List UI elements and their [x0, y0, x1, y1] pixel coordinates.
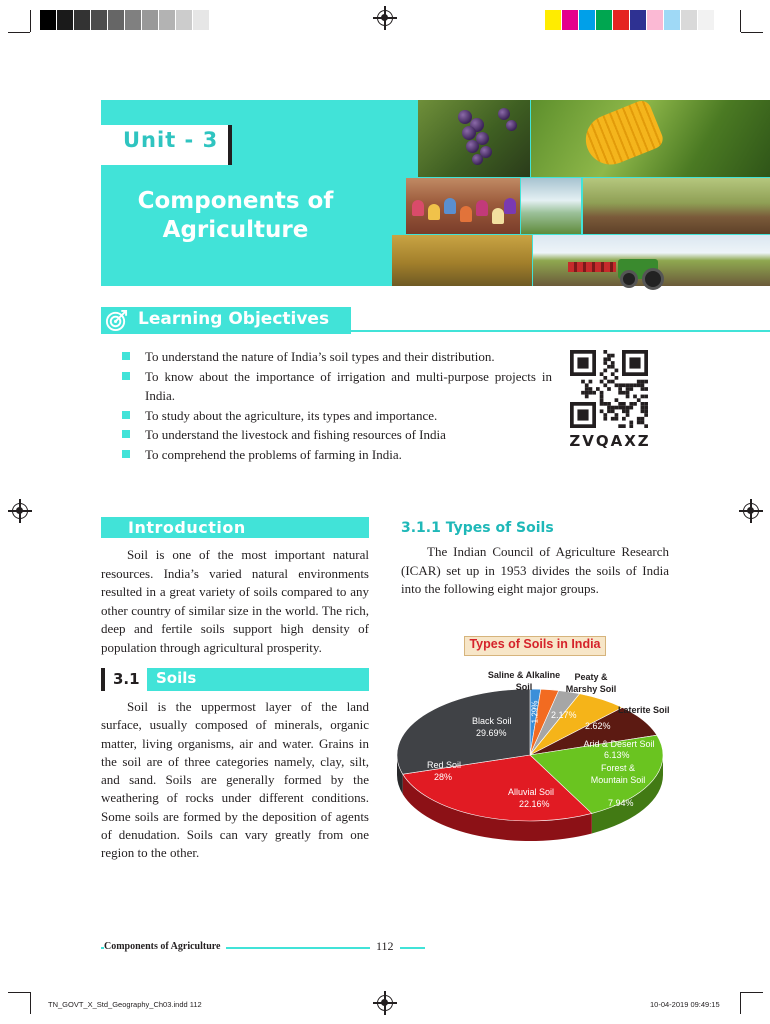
list-item: To understand the livestock and fishing resources of India: [122, 425, 552, 445]
crop-mark: [8, 32, 30, 33]
chart-label-arid: Arid & Desert Soil: [583, 739, 655, 749]
crop-mark: [8, 992, 30, 993]
crop-mark: [740, 992, 741, 1014]
learning-objectives-rule: [351, 330, 770, 332]
qr-code-image[interactable]: [564, 350, 654, 428]
chart-value-laterite: 2.62%: [585, 721, 611, 731]
running-title: Components of Agriculture: [104, 941, 226, 952]
soils-paragraph: Soil is the uppermost layer of the land surface, usually composed of minerals, organic matter, living organisms, air and water. Grains in the soil are of three categories namely, clay, silt, and sand. Soils are generally formed by the weathering of rocks under different conditions. Some soils are formed by the deposition of agents of denudation. Soils can vary greatly from one region to the other.: [101, 699, 369, 861]
print-color-bar-left: [40, 10, 210, 30]
introduction-title: Introduction: [128, 518, 246, 537]
unit-label: Unit - 3: [123, 128, 219, 152]
crop-mark: [30, 10, 31, 32]
photo-sprinkler: [521, 178, 581, 234]
registration-mark-bottom: [377, 995, 393, 1011]
chart-value-saline: 1.29%: [530, 700, 540, 724]
section-number: 3.1: [101, 668, 145, 691]
chart-label-alluvial: Alluvial Soil: [508, 787, 555, 797]
chapter-title: Components of Agriculture: [137, 188, 334, 243]
print-color-bar-right: [545, 10, 715, 30]
chart-value-black: 29.69%: [476, 728, 507, 738]
tractor-wheel: [620, 270, 638, 288]
chart-value-alluvial: 22.16%: [519, 799, 550, 809]
chart-value-peaty: 2.17%: [551, 710, 577, 720]
crop-mark: [741, 992, 763, 993]
section-title: Soils: [156, 669, 197, 687]
registration-mark-left: [12, 503, 28, 519]
photo-ox-ploughing: [583, 178, 770, 234]
registration-mark-right: [743, 503, 759, 519]
chart-value-arid: 6.13%: [604, 750, 630, 760]
chart-label-laterite: Laterite Soil: [618, 705, 670, 715]
chart-title: Types of Soils in India: [469, 637, 601, 651]
subsection-title: 3.1.1 Types of Soils: [401, 520, 554, 536]
tractor-wheel: [642, 268, 664, 290]
qr-code-text: ZVQAXZ: [569, 432, 651, 450]
list-item: To study about the agriculture, its types and importance.: [122, 406, 552, 426]
photo-people: [406, 178, 520, 234]
learning-objectives-title: Learning Objectives: [138, 309, 330, 329]
types-of-soils-paragraph: The Indian Council of Agriculture Research (ICAR) set up in 1953 divides the soils of India into the following eight major groups.: [401, 544, 669, 597]
file-slug: TN_GOVT_X_Std_Geography_Ch03.indd 112: [48, 1000, 202, 1009]
list-item: To know about the importance of irrigation and multi-purpose projects in India.: [122, 367, 552, 406]
photo-grapes: [418, 100, 530, 177]
chart-value-forest: 7.94%: [608, 798, 634, 808]
target-icon: [105, 309, 128, 332]
print-timestamp: 10-04-2019 09:49:15: [650, 1000, 720, 1009]
chart-label-peaty: Peaty & Marshy Soil: [565, 672, 617, 694]
chart-label-saline: Saline & Alkaline Soil: [487, 670, 561, 692]
chart-label-red: Red Soil: [427, 760, 462, 770]
crop-mark: [741, 32, 763, 33]
unit-tab: [101, 125, 232, 165]
crop-mark: [30, 992, 31, 1014]
photo-rice: [392, 235, 532, 286]
introduction-paragraph: Soil is one of the most important natural resources. India’s varied natural environments resulted in a great variety of soils compared to any other country of similar size in the world. The rich, deep and fertile soils support high density of population through agricultural prosperity.: [101, 547, 369, 655]
chart-label-forest: Forest & Mountain Soil: [590, 763, 646, 785]
page-number: 112: [370, 939, 400, 954]
tractor-plough: [568, 262, 616, 272]
chart-label-black: Black Soil: [472, 716, 512, 726]
list-item: To comprehend the problems of farming in India.: [122, 445, 552, 465]
learning-objectives-list: [122, 347, 552, 465]
list-item: To understand the nature of India’s soil types and their distribution.: [122, 347, 552, 367]
crop-mark: [740, 10, 741, 32]
chart-value-red: 28%: [434, 772, 453, 782]
registration-mark-top: [377, 10, 393, 26]
